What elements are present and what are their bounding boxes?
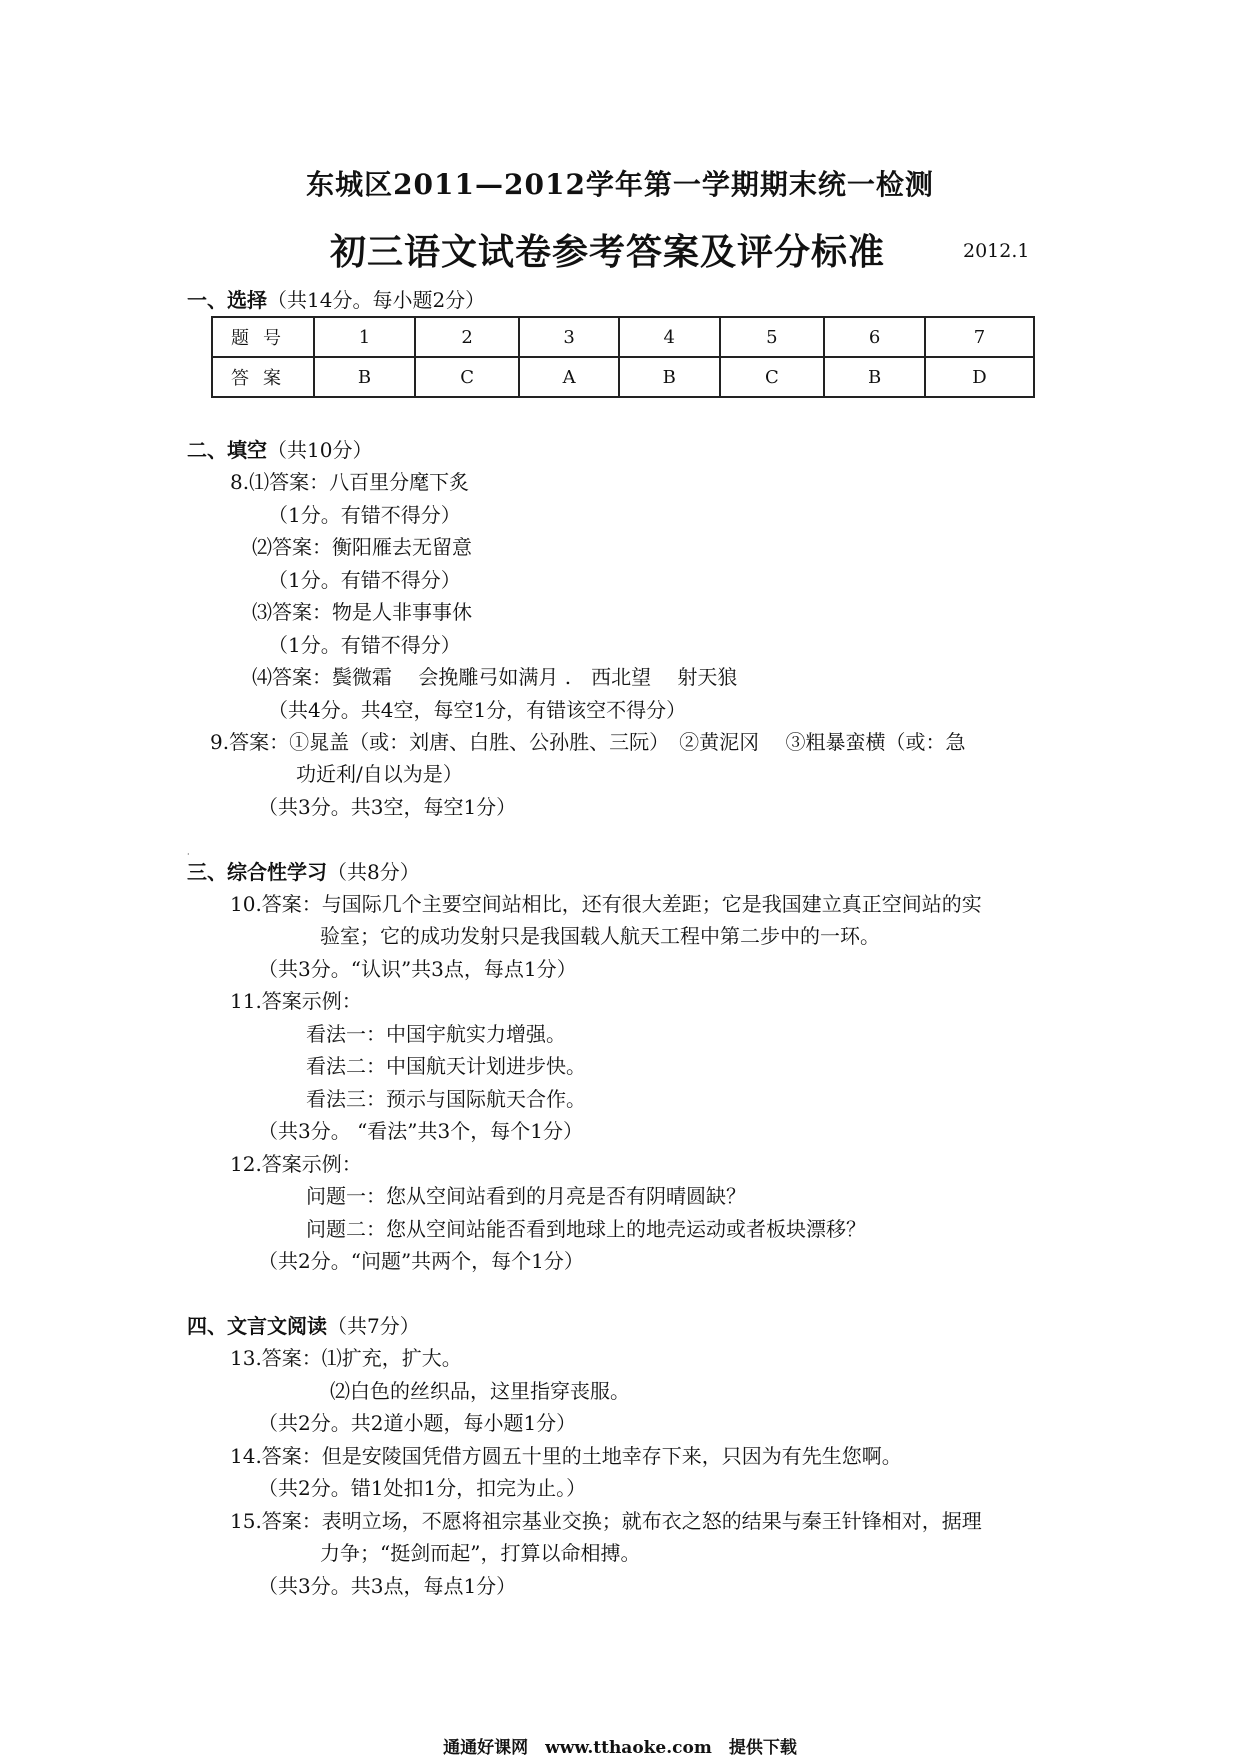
table-cell: 6 — [824, 317, 925, 357]
section-4-note: （共7分） — [327, 1314, 420, 1338]
section-1-label: 一、选择 — [187, 288, 267, 312]
section-1-heading — [187, 284, 485, 313]
answer-line: （共3分。共3点，每点1分） — [258, 1574, 517, 1598]
answer-line: 看法三：预示与国际航天合作。 — [306, 1087, 586, 1111]
answer-line: 12.答案示例： — [230, 1152, 362, 1176]
answer-line: ⑵答案：衡阳雁去无留意 — [252, 535, 472, 559]
table-cell: 3 — [519, 317, 618, 357]
answer-line: 11.答案示例： — [230, 989, 362, 1013]
table-cell: 4 — [619, 317, 720, 357]
section-3-label: 三、综合性学习 — [187, 860, 327, 884]
table-row-numbers — [212, 317, 1034, 357]
answer-line: ⑵白色的丝织品，这里指穿丧服。 — [330, 1379, 630, 1403]
section-1-note: （共14分。每小题2分） — [267, 288, 486, 312]
section-3-note: （共8分） — [327, 860, 420, 884]
answer-line: 15.答案：表明立场，不愿将祖宗基业交换；就布衣之怒的结果与秦王针锋相对，据理 — [230, 1509, 982, 1533]
answer-line: 10.答案：与国际几个主要空间站相比，还有很大差距；它是我国建立真正空间站的实 — [230, 892, 982, 916]
section-4-heading — [187, 1310, 420, 1339]
answer-line: （共3分。共3空，每空1分） — [258, 795, 517, 819]
table-cell: A — [519, 357, 618, 397]
table-cell: D — [925, 357, 1034, 397]
answer-line: （1分。有错不得分） — [268, 503, 461, 527]
answer-line: 看法一：中国宇航实力增强。 — [306, 1022, 566, 1046]
section-4-label: 四、文言文阅读 — [187, 1314, 327, 1338]
answer-line: （1分。有错不得分） — [268, 633, 461, 657]
answer-line: （共2分。错1处扣1分，扣完为止。） — [258, 1476, 587, 1500]
answer-line: ⑷答案：鬓微霜 会挽雕弓如满月 . 西北望 射天狼 — [252, 665, 738, 689]
page-subtitle: 初三语文试卷参考答案及评分标准 — [330, 231, 886, 273]
answer-line: 问题二：您从空间站能否看到地球上的地壳运动或者板块漂移？ — [306, 1217, 866, 1241]
section-2-label: 二、填空 — [187, 438, 267, 462]
answer-line: 9.答案：①晁盖（或：刘唐、白胜、公孙胜、三阮） ②黄泥冈 ③粗暴蛮横（或：急 — [210, 730, 966, 754]
section-2-heading — [187, 434, 372, 463]
answer-table — [211, 316, 1035, 398]
table-cell: 2 — [415, 317, 520, 357]
answer-line: 验室；它的成功发射只是我国载人航天工程中第二步中的一环。 — [320, 924, 880, 948]
table-cell: 5 — [720, 317, 825, 357]
table-cell: B — [824, 357, 925, 397]
table-row-header: 答案 — [212, 357, 314, 397]
answer-line: （共2分。共2道小题，每小题1分） — [258, 1411, 577, 1435]
table-cell: 7 — [925, 317, 1034, 357]
answer-line: ⑶答案：物是人非事事休 — [252, 600, 472, 624]
answer-line: 问题一：您从空间站看到的月亮是否有阴晴圆缺？ — [306, 1184, 746, 1208]
table-row-answers — [212, 357, 1034, 397]
table-cell: B — [314, 357, 415, 397]
answer-line: 13.答案：⑴扩充，扩大。 — [230, 1346, 462, 1370]
footer-source: 通通好课网 www.tthaoke.com 提供下载 — [443, 1738, 797, 1758]
stray-mark: · — [187, 850, 190, 859]
answer-line: 8.⑴答案：八百里分麾下炙 — [230, 470, 470, 494]
answer-line: （共3分。“认识”共3点，每点1分） — [258, 957, 577, 981]
table-row-header: 题号 — [212, 317, 314, 357]
answer-line: （共3分。 “看法”共3个，每个1分） — [258, 1119, 583, 1143]
answer-line: （1分。有错不得分） — [268, 568, 461, 592]
answer-line: （共4分。共4空，每空1分，有错该空不得分） — [268, 698, 687, 722]
document-date: 2012.1 — [963, 240, 1030, 262]
section-3-heading — [187, 856, 420, 885]
answer-line: 力争；“挺剑而起”，打算以命相搏。 — [320, 1541, 641, 1565]
answer-line: （共2分。“问题”共两个，每个1分） — [258, 1249, 584, 1273]
answer-line: 功近利/自以为是） — [296, 762, 463, 786]
answer-line: 14.答案：但是安陵国凭借方圆五十里的土地幸存下来，只因为有先生您啊。 — [230, 1444, 902, 1468]
table-cell: C — [415, 357, 520, 397]
table-cell: C — [720, 357, 825, 397]
page-title: 东城区2011—2012学年第一学期期末统一检测 — [306, 168, 934, 201]
table-cell: 1 — [314, 317, 415, 357]
answer-line: 看法二：中国航天计划进步快。 — [306, 1054, 586, 1078]
table-cell: B — [619, 357, 720, 397]
section-2-note: （共10分） — [267, 438, 373, 462]
